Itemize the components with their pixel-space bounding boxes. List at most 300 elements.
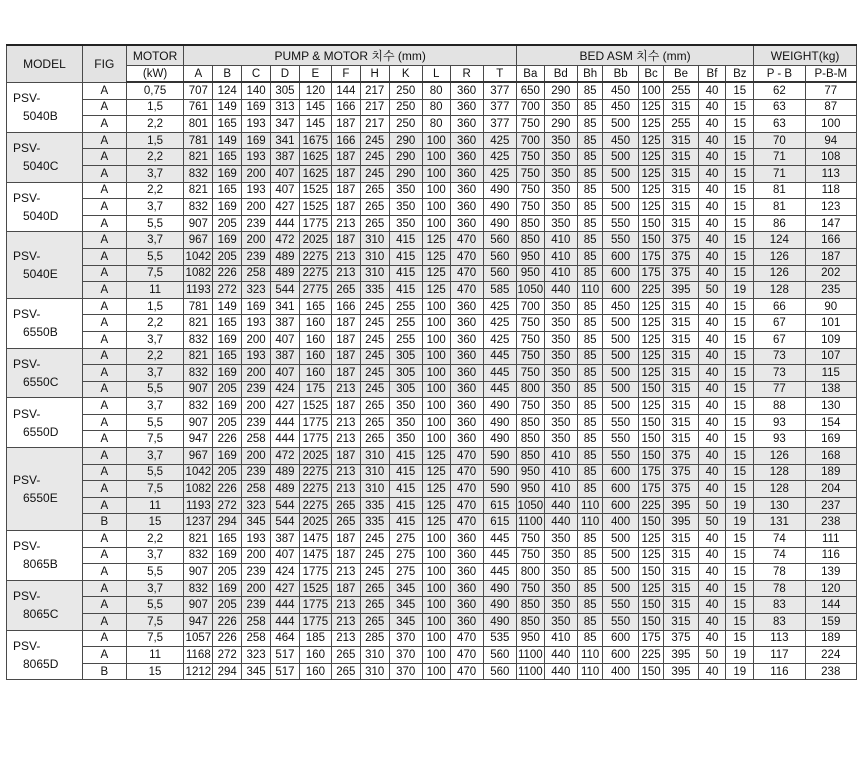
table-cell: 110 [577, 497, 603, 514]
table-cell: 169 [242, 298, 271, 315]
table-cell: 50 [698, 497, 726, 514]
table-cell: 74 [754, 531, 805, 548]
table-cell: 700 [516, 132, 544, 149]
table-cell: 600 [603, 647, 638, 664]
table-cell: 213 [331, 630, 360, 647]
table-cell: 544 [271, 282, 300, 299]
table-cell: 550 [603, 431, 638, 448]
table-cell: 126 [754, 248, 805, 265]
table-cell: 85 [577, 464, 603, 481]
table-cell: 40 [698, 365, 726, 382]
table-cell: 100 [422, 215, 450, 232]
table-cell: 128 [754, 464, 805, 481]
table-cell: 440 [544, 663, 577, 680]
table-cell: 175 [299, 381, 331, 398]
table-cell: 15 [726, 614, 754, 631]
table-cell: 350 [544, 215, 577, 232]
table-cell: 200 [242, 232, 271, 249]
table-cell: 425 [483, 298, 516, 315]
table-cell: 950 [516, 464, 544, 481]
table-cell: 226 [213, 614, 242, 631]
pump-motor-dimensions-header: PUMP & MOTOR 치수 (mm) [184, 45, 517, 66]
motor-kw-cell: 2,2 [126, 116, 184, 133]
table-cell: 250 [389, 82, 422, 99]
table-cell: 470 [450, 282, 483, 299]
table-cell: 15 [726, 547, 754, 564]
table-cell: 2275 [299, 497, 331, 514]
table-cell: 125 [422, 448, 450, 465]
table-cell: 202 [805, 265, 856, 282]
table-cell: 360 [450, 149, 483, 166]
table-cell: 85 [577, 381, 603, 398]
table-cell: 290 [544, 116, 577, 133]
table-cell: 395 [664, 282, 698, 299]
table-cell: 1237 [184, 514, 213, 531]
table-cell: 239 [242, 215, 271, 232]
fig-cell: A [82, 481, 126, 498]
model-name-code: 6550B [23, 325, 58, 340]
subheader-l: L [422, 66, 450, 83]
motor-kw-cell: 11 [126, 282, 184, 299]
table-cell: 950 [516, 265, 544, 282]
table-cell: 169 [213, 165, 242, 182]
table-cell: 800 [516, 381, 544, 398]
table-cell: 850 [516, 414, 544, 431]
table-cell: 130 [754, 497, 805, 514]
table-cell: 850 [516, 215, 544, 232]
table-cell: 275 [389, 547, 422, 564]
table-cell: 85 [577, 597, 603, 614]
table-cell: 500 [603, 165, 638, 182]
model-name-code: 6550E [23, 491, 58, 506]
table-cell: 175 [638, 630, 664, 647]
fig-cell: A [82, 199, 126, 216]
table-cell: 350 [544, 348, 577, 365]
table-cell: 226 [213, 431, 242, 448]
table-cell: 205 [213, 597, 242, 614]
table-cell: 1475 [299, 531, 331, 548]
table-cell: 500 [603, 348, 638, 365]
table-body [7, 82, 857, 680]
table-cell: 100 [422, 398, 450, 415]
table-cell: 15 [726, 248, 754, 265]
table-cell: 350 [544, 531, 577, 548]
table-cell: 470 [450, 481, 483, 498]
table-cell: 850 [516, 448, 544, 465]
table-cell: 315 [664, 149, 698, 166]
bed-asm-dimensions-header: BED ASM 치수 (mm) [516, 45, 753, 66]
table-cell: 258 [242, 630, 271, 647]
subheader-bh: Bh [577, 66, 603, 83]
table-cell: 149 [213, 99, 242, 116]
table-cell: 310 [360, 248, 389, 265]
table-cell: 360 [450, 348, 483, 365]
table-cell: 544 [271, 497, 300, 514]
table-cell: 169 [213, 448, 242, 465]
table-cell: 424 [271, 381, 300, 398]
table-cell: 294 [213, 514, 242, 531]
table-cell: 187 [331, 580, 360, 597]
fig-cell: A [82, 448, 126, 465]
table-cell: 258 [242, 614, 271, 631]
table-cell: 275 [389, 531, 422, 548]
table-cell: 189 [805, 630, 856, 647]
table-cell: 350 [544, 149, 577, 166]
table-cell: 165 [213, 315, 242, 332]
table-cell: 125 [638, 165, 664, 182]
table-cell: 187 [331, 348, 360, 365]
fig-cell: A [82, 580, 126, 597]
table-cell: 40 [698, 265, 726, 282]
table-cell: 490 [483, 398, 516, 415]
table-cell: 265 [360, 182, 389, 199]
table-header [7, 45, 857, 82]
table-cell: 107 [805, 348, 856, 365]
table-cell: 375 [664, 464, 698, 481]
table-cell: 315 [664, 414, 698, 431]
table-cell: 100 [422, 348, 450, 365]
table-cell: 750 [516, 547, 544, 564]
model-name-code: 6550D [23, 424, 59, 439]
fig-cell: A [82, 464, 126, 481]
table-cell: 2025 [299, 448, 331, 465]
table-cell: 100 [422, 165, 450, 182]
table-cell: 245 [360, 365, 389, 382]
table-cell: 165 [213, 182, 242, 199]
table-cell: 832 [184, 331, 213, 348]
motor-kw-cell: 5,5 [126, 248, 184, 265]
table-cell: 205 [213, 564, 242, 581]
table-cell: 450 [603, 82, 638, 99]
table-cell: 110 [577, 647, 603, 664]
table-row [7, 597, 857, 614]
table-cell: 150 [638, 514, 664, 531]
table-cell: 166 [331, 132, 360, 149]
table-cell: 255 [389, 315, 422, 332]
table-cell: 590 [483, 464, 516, 481]
table-cell: 15 [726, 381, 754, 398]
table-cell: 83 [754, 614, 805, 631]
table-cell: 350 [544, 580, 577, 597]
table-cell: 85 [577, 547, 603, 564]
table-cell: 2275 [299, 248, 331, 265]
table-cell: 245 [360, 132, 389, 149]
table-cell: 85 [577, 232, 603, 249]
table-row [7, 630, 857, 647]
table-cell: 400 [603, 663, 638, 680]
table-cell: 115 [805, 365, 856, 382]
table-cell: 15 [726, 82, 754, 99]
table-cell: 187 [331, 331, 360, 348]
table-cell: 360 [450, 165, 483, 182]
table-row [7, 331, 857, 348]
table-cell: 907 [184, 414, 213, 431]
model-name-code: 5040B [23, 109, 58, 124]
table-cell: 750 [516, 331, 544, 348]
table-cell: 315 [664, 165, 698, 182]
table-cell: 407 [271, 365, 300, 382]
table-cell: 125 [422, 497, 450, 514]
table-cell: 360 [450, 99, 483, 116]
table-cell: 87 [805, 99, 856, 116]
subheader-bd: Bd [544, 66, 577, 83]
table-cell: 907 [184, 564, 213, 581]
model-name-code: 8065D [23, 656, 59, 671]
table-cell: 305 [271, 82, 300, 99]
fig-cell: A [82, 315, 126, 332]
motor-kw-cell: 11 [126, 647, 184, 664]
fig-cell: A [82, 182, 126, 199]
table-cell: 345 [242, 514, 271, 531]
table-cell: 125 [638, 365, 664, 382]
table-cell: 245 [360, 331, 389, 348]
table-cell: 750 [516, 365, 544, 382]
table-cell: 67 [754, 331, 805, 348]
table-cell: 40 [698, 580, 726, 597]
table-cell: 315 [664, 580, 698, 597]
table-cell: 375 [664, 448, 698, 465]
table-cell: 125 [638, 149, 664, 166]
table-cell: 100 [422, 315, 450, 332]
subheader-r: R [450, 66, 483, 83]
table-cell: 15 [726, 199, 754, 216]
table-cell: 239 [242, 464, 271, 481]
table-cell: 1100 [516, 514, 544, 531]
table-cell: 128 [754, 481, 805, 498]
table-cell: 40 [698, 597, 726, 614]
table-row [7, 614, 857, 631]
model-cell [7, 580, 83, 630]
table-cell: 313 [271, 99, 300, 116]
table-cell: 120 [299, 82, 331, 99]
table-cell: 40 [698, 481, 726, 498]
table-cell: 700 [516, 298, 544, 315]
table-cell: 150 [638, 614, 664, 631]
table-cell: 168 [805, 448, 856, 465]
table-cell: 489 [271, 265, 300, 282]
table-row [7, 265, 857, 282]
table-cell: 15 [726, 215, 754, 232]
table-cell: 472 [271, 448, 300, 465]
table-cell: 40 [698, 248, 726, 265]
table-cell: 410 [544, 448, 577, 465]
table-cell: 40 [698, 215, 726, 232]
table-cell: 360 [450, 116, 483, 133]
table-cell: 500 [603, 365, 638, 382]
table-cell: 950 [516, 248, 544, 265]
table-cell: 81 [754, 199, 805, 216]
table-cell: 204 [805, 481, 856, 498]
table-cell: 464 [271, 630, 300, 647]
table-cell: 750 [516, 182, 544, 199]
table-cell: 213 [331, 265, 360, 282]
table-cell: 470 [450, 497, 483, 514]
model-cell [7, 630, 83, 680]
table-cell: 490 [483, 199, 516, 216]
table-cell: 1082 [184, 481, 213, 498]
table-cell: 1625 [299, 165, 331, 182]
table-cell: 145 [299, 99, 331, 116]
table-cell: 175 [638, 265, 664, 282]
table-cell: 250 [389, 99, 422, 116]
table-cell: 323 [242, 647, 271, 664]
table-cell: 1775 [299, 564, 331, 581]
table-cell: 113 [805, 165, 856, 182]
table-cell: 213 [331, 414, 360, 431]
table-cell: 100 [422, 132, 450, 149]
table-cell: 213 [331, 597, 360, 614]
table-cell: 125 [638, 199, 664, 216]
table-cell: 360 [450, 182, 483, 199]
table-cell: 2275 [299, 265, 331, 282]
table-cell: 100 [422, 580, 450, 597]
table-cell: 159 [805, 614, 856, 631]
table-cell: 600 [603, 497, 638, 514]
model-cell [7, 531, 83, 581]
motor-kw-cell: 0,75 [126, 82, 184, 99]
table-cell: 370 [389, 647, 422, 664]
table-cell: 1100 [516, 647, 544, 664]
table-cell: 1625 [299, 149, 331, 166]
table-cell: 615 [483, 514, 516, 531]
table-cell: 100 [422, 597, 450, 614]
subheader-bf: Bf [698, 66, 726, 83]
table-cell: 427 [271, 580, 300, 597]
table-cell: 166 [331, 298, 360, 315]
table-cell: 123 [805, 199, 856, 216]
table-cell: 315 [664, 365, 698, 382]
table-cell: 590 [483, 448, 516, 465]
table-cell: 600 [603, 248, 638, 265]
table-cell: 821 [184, 348, 213, 365]
table-cell: 265 [360, 215, 389, 232]
motor-kw-cell: 1,5 [126, 99, 184, 116]
table-cell: 77 [805, 82, 856, 99]
table-cell: 213 [331, 464, 360, 481]
table-cell: 550 [603, 614, 638, 631]
table-cell: 193 [242, 315, 271, 332]
table-cell: 821 [184, 531, 213, 548]
table-cell: 315 [664, 182, 698, 199]
table-row [7, 547, 857, 564]
table-cell: 800 [516, 564, 544, 581]
table-cell: 500 [603, 398, 638, 415]
table-cell: 193 [242, 149, 271, 166]
table-cell: 444 [271, 614, 300, 631]
table-cell: 350 [544, 99, 577, 116]
table-cell: 40 [698, 99, 726, 116]
pump-spec-table [6, 44, 857, 680]
table-cell: 544 [271, 514, 300, 531]
table-cell: 40 [698, 298, 726, 315]
table-cell: 2275 [299, 481, 331, 498]
table-cell: 377 [483, 99, 516, 116]
table-cell: 360 [450, 564, 483, 581]
table-cell: 239 [242, 597, 271, 614]
table-cell: 239 [242, 248, 271, 265]
table-cell: 85 [577, 298, 603, 315]
table-cell: 255 [664, 116, 698, 133]
table-cell: 126 [754, 448, 805, 465]
table-cell: 40 [698, 630, 726, 647]
table-cell: 100 [805, 116, 856, 133]
table-cell: 160 [299, 315, 331, 332]
table-cell: 40 [698, 199, 726, 216]
table-cell: 315 [664, 215, 698, 232]
table-cell: 118 [805, 182, 856, 199]
table-cell: 310 [360, 481, 389, 498]
table-row [7, 298, 857, 315]
table-cell: 410 [544, 630, 577, 647]
model-name-prefix: PSV- [13, 249, 41, 264]
table-cell: 265 [331, 647, 360, 664]
fig-cell: A [82, 414, 126, 431]
motor-kw-cell: 3,7 [126, 165, 184, 182]
table-row [7, 647, 857, 664]
table-cell: 225 [638, 647, 664, 664]
table-cell: 110 [577, 663, 603, 680]
table-cell: 415 [389, 448, 422, 465]
table-cell: 83 [754, 597, 805, 614]
table-cell: 15 [726, 431, 754, 448]
table-cell: 315 [664, 531, 698, 548]
table-cell: 100 [422, 149, 450, 166]
table-cell: 15 [726, 99, 754, 116]
table-cell: 850 [516, 614, 544, 631]
table-cell: 213 [331, 248, 360, 265]
motor-kw-cell: 5,5 [126, 215, 184, 232]
table-cell: 125 [638, 116, 664, 133]
table-cell: 440 [544, 514, 577, 531]
table-cell: 245 [360, 165, 389, 182]
table-cell: 150 [638, 414, 664, 431]
table-row [7, 182, 857, 199]
table-cell: 315 [664, 614, 698, 631]
motor-kw-cell: 7,5 [126, 614, 184, 631]
table-cell: 125 [638, 580, 664, 597]
table-cell: 63 [754, 116, 805, 133]
subheader-c: C [242, 66, 271, 83]
table-cell: 120 [805, 580, 856, 597]
table-cell: 450 [603, 132, 638, 149]
table-cell: 350 [544, 564, 577, 581]
table-cell: 74 [754, 547, 805, 564]
fig-cell: A [82, 531, 126, 548]
model-name-code: 5040E [23, 267, 58, 282]
table-cell: 445 [483, 531, 516, 548]
table-row [7, 165, 857, 182]
table-cell: 94 [805, 132, 856, 149]
table-cell: 400 [603, 514, 638, 531]
model-name-prefix: PSV- [13, 473, 41, 488]
table-cell: 2025 [299, 514, 331, 531]
table-cell: 750 [516, 580, 544, 597]
table-cell: 375 [664, 481, 698, 498]
table-cell: 70 [754, 132, 805, 149]
table-cell: 85 [577, 448, 603, 465]
table-cell: 109 [805, 331, 856, 348]
subheader-bz: Bz [726, 66, 754, 83]
table-cell: 15 [726, 481, 754, 498]
table-cell: 395 [664, 663, 698, 680]
table-cell: 265 [360, 580, 389, 597]
table-cell: 350 [544, 331, 577, 348]
table-row [7, 365, 857, 382]
table-cell: 350 [389, 182, 422, 199]
table-cell: 100 [422, 630, 450, 647]
table-cell: 80 [422, 99, 450, 116]
table-cell: 472 [271, 232, 300, 249]
